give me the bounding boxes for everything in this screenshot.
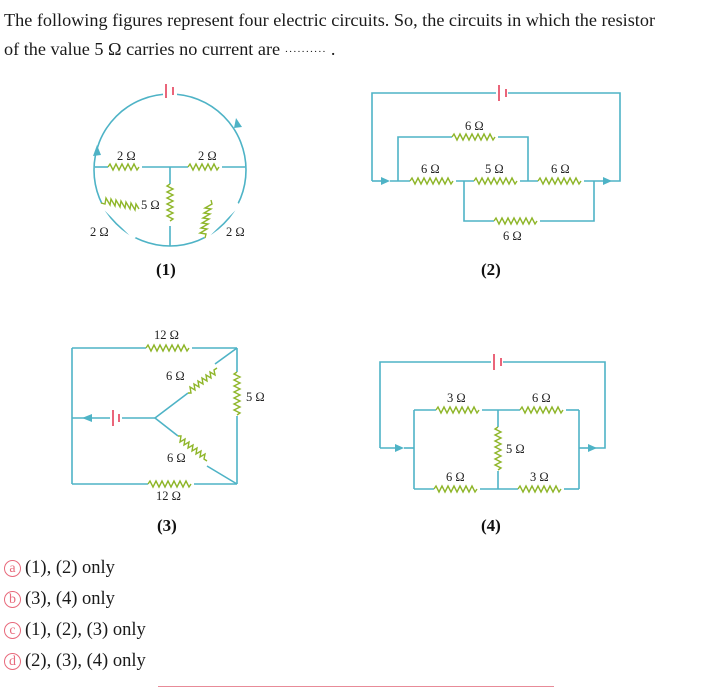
label-3-upper-diag: 6 Ω	[166, 369, 185, 383]
circuit-2-arrow-right	[603, 177, 612, 185]
circuit-2	[372, 85, 620, 279]
option-c-letter: c	[4, 622, 21, 639]
option-d-letter: d	[4, 653, 21, 670]
circuit-4-wire-top-left	[380, 362, 491, 448]
circuit-2-resistor-right	[538, 178, 581, 184]
label-3-top: 12 Ω	[154, 328, 179, 342]
circuit-2-resistor-upper	[452, 134, 495, 140]
circuit-3-resistor-bottom	[148, 481, 191, 487]
option-a-text: (1), (2) only	[25, 558, 115, 578]
circuit-3-arrow	[82, 414, 92, 422]
option-b[interactable]	[4, 584, 146, 615]
label-4-middle: 5 Ω	[506, 442, 525, 456]
circuit-1-resistor-top-left	[108, 164, 139, 170]
option-c[interactable]	[4, 615, 146, 646]
circuit-3	[72, 328, 265, 535]
label-2-upper: 6 Ω	[465, 119, 484, 133]
caption-2: (2)	[481, 260, 501, 279]
answer-blank: ··········	[284, 46, 327, 58]
circuit-3-resistor-upper-diag	[188, 368, 217, 393]
label-1-bottom-left: 2 Ω	[90, 225, 109, 239]
circuit-3-wire-diag-up-2	[215, 348, 237, 364]
label-1-top-left: 2 Ω	[117, 149, 136, 163]
bottom-divider	[158, 686, 554, 687]
circuit-3-resistor-top	[146, 345, 189, 351]
circuit-1-resistor-middle	[167, 184, 173, 221]
question-line-1: The following figures represent four electric circuits. So, the circuits in which the resistor	[4, 10, 656, 30]
circuit-1-arrow-left	[93, 145, 101, 156]
circuit-4-resistor-middle	[495, 427, 501, 470]
circuit-2-arrow-left	[381, 177, 390, 185]
option-c-text: (1), (2), (3) only	[25, 620, 146, 640]
option-d[interactable]	[4, 646, 146, 677]
circuit-2-wire-lower-right	[540, 181, 594, 221]
circuit-2-resistor-left	[410, 178, 453, 184]
circuit-3-wire-diag-down-1	[155, 418, 178, 436]
label-4-bottom-right: 3 Ω	[530, 470, 549, 484]
circuit-4-arrow-left	[395, 444, 404, 452]
label-3-right: 5 Ω	[246, 390, 265, 404]
circuit-4-wire-top-right	[503, 362, 605, 448]
caption-1: (1)	[156, 260, 176, 279]
caption-3: (3)	[157, 516, 177, 535]
label-1-middle: 5 Ω	[141, 198, 160, 212]
caption-4: (4)	[481, 516, 501, 535]
label-2-middle: 5 Ω	[485, 162, 504, 176]
option-a-letter: a	[4, 560, 21, 577]
option-d-text: (2), (3), (4) only	[25, 651, 146, 671]
circuit-4-resistor-top-left	[436, 407, 479, 413]
question-line-2-text: of the value 5 Ω carries no current are	[4, 39, 285, 59]
circuit-3-wire-diag-down-2	[207, 466, 237, 484]
circuit-1-arrow-right	[234, 118, 242, 128]
circuit-4-resistor-bottom-right	[518, 486, 561, 492]
label-3-bottom: 12 Ω	[156, 489, 181, 503]
option-a[interactable]	[4, 553, 146, 584]
label-2-right: 6 Ω	[551, 162, 570, 176]
label-1-bottom-right: 2 Ω	[226, 225, 245, 239]
circuit-2-resistor-lower	[494, 218, 537, 224]
label-1-top-right: 2 Ω	[198, 149, 217, 163]
answer-options	[4, 553, 146, 677]
circuit-2-wire-lower-left	[464, 181, 494, 221]
option-b-letter: b	[4, 591, 21, 608]
circuit-4	[380, 354, 605, 535]
label-4-top-left: 3 Ω	[447, 391, 466, 405]
label-2-left: 6 Ω	[421, 162, 440, 176]
circuit-4-resistor-bottom-left	[434, 486, 477, 492]
option-b-text: (3), (4) only	[25, 589, 115, 609]
circuit-2-resistor-middle	[474, 178, 517, 184]
label-3-lower-diag: 6 Ω	[167, 451, 186, 465]
circuit-3-wire-diag-up-1	[155, 393, 188, 418]
circuit-1-resistor-top-right	[188, 164, 219, 170]
circuit-4-resistor-top-right	[520, 407, 563, 413]
label-2-lower: 6 Ω	[503, 229, 522, 243]
circuit-4-arrow-right	[588, 444, 597, 452]
circuit-3-resistor-right	[234, 372, 240, 415]
label-4-bottom-left: 6 Ω	[446, 470, 465, 484]
circuit-1	[90, 84, 246, 279]
question-end: .	[326, 39, 336, 59]
label-4-top-right: 6 Ω	[532, 391, 551, 405]
